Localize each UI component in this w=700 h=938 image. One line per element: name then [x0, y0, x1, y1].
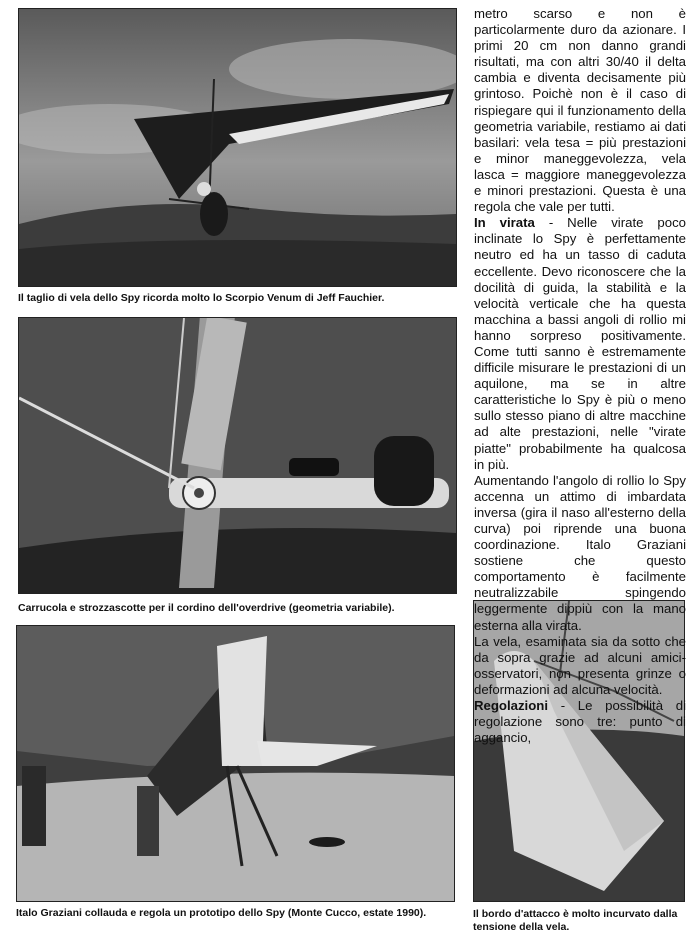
article-text: - Nelle virate poco inclinate lo Spy è perfettamente neutro ed ha un tasso di caduta eccellente. Devo riconoscere che la docilità di guida, la stabilità e la velocità verticale che ha questa macchina a bassi angoli di rollio mi hanno sorpreso positivamente. Come tutti sanno è estremamente difficile misurare le prestazioni di un aquilone, ma se in altre caratteristiche lo Spy è più o meno sullo stesso piano di altre macchine ad alte prestazioni, nelle "virate piatte" probabilmente ha qualcosa in più. — [474, 215, 686, 472]
article-column — [474, 6, 686, 746]
section-heading-in-virata: In virata — [474, 215, 535, 231]
photo-hang-glider-takeoff — [18, 8, 457, 287]
article-paragraph: Aumentando l'angolo di rollio lo Spy accenna un attimo di imbardata inversa (gira il naso all'esterno della curva) poi riprende una buona coordinazione. Italo Graziani sostiene che questo comportamento è facilmente neutralizzabile spingendo leggermente dippiù con la mano esterna alla virata. — [474, 472, 686, 633]
article-paragraph — [474, 698, 686, 746]
section-heading-regolazioni: Regolazioni — [474, 698, 548, 714]
caption-photo-4: Il bordo d'attacco è molto incurvato dalla tensione della vela. — [473, 908, 678, 933]
caption-photo-1: Il taglio di vela dello Spy ricorda molto lo Scorpio Venum di Jeff Fauchier. — [18, 292, 385, 304]
article-paragraph — [474, 215, 686, 473]
caption-photo-3: Italo Graziani collauda e regola un prototipo dello Spy (Monte Cucco, estate 1990). — [16, 907, 427, 919]
caption-photo-2: Carrucola e strozzascotte per il cordino dell'overdrive (geometria variabile). — [18, 602, 395, 614]
photo-pulley-detail — [18, 317, 457, 594]
article-paragraph: La vela, esaminata sia da sotto che da sopra grazie ad alcuni amici-osservatori, non presenta grinze o deformazioni ad alcuna velocità. — [474, 633, 686, 697]
photo-glider-prototype-monte-cucco — [16, 625, 455, 902]
article-paragraph: metro scarso e non è particolarmente duro da azionare. I primi 20 cm non danno grandi risultati, ma con altri 30/40 il delta cambia e diventa decisamente più grintoso. Poichè non è il caso di rispiegare qui il funzionamento della geometria variabile, restiamo ai dati basilari: vela tesa = più prestazioni e minor maneggevolezza, vela lasca = maggiore maneggevolezza e minori prestazioni. Questa è una regola che vale per tutti. — [474, 6, 686, 215]
article-text: - Le possibilità di regolazione sono tre: punto di aggancio, — [474, 698, 686, 746]
